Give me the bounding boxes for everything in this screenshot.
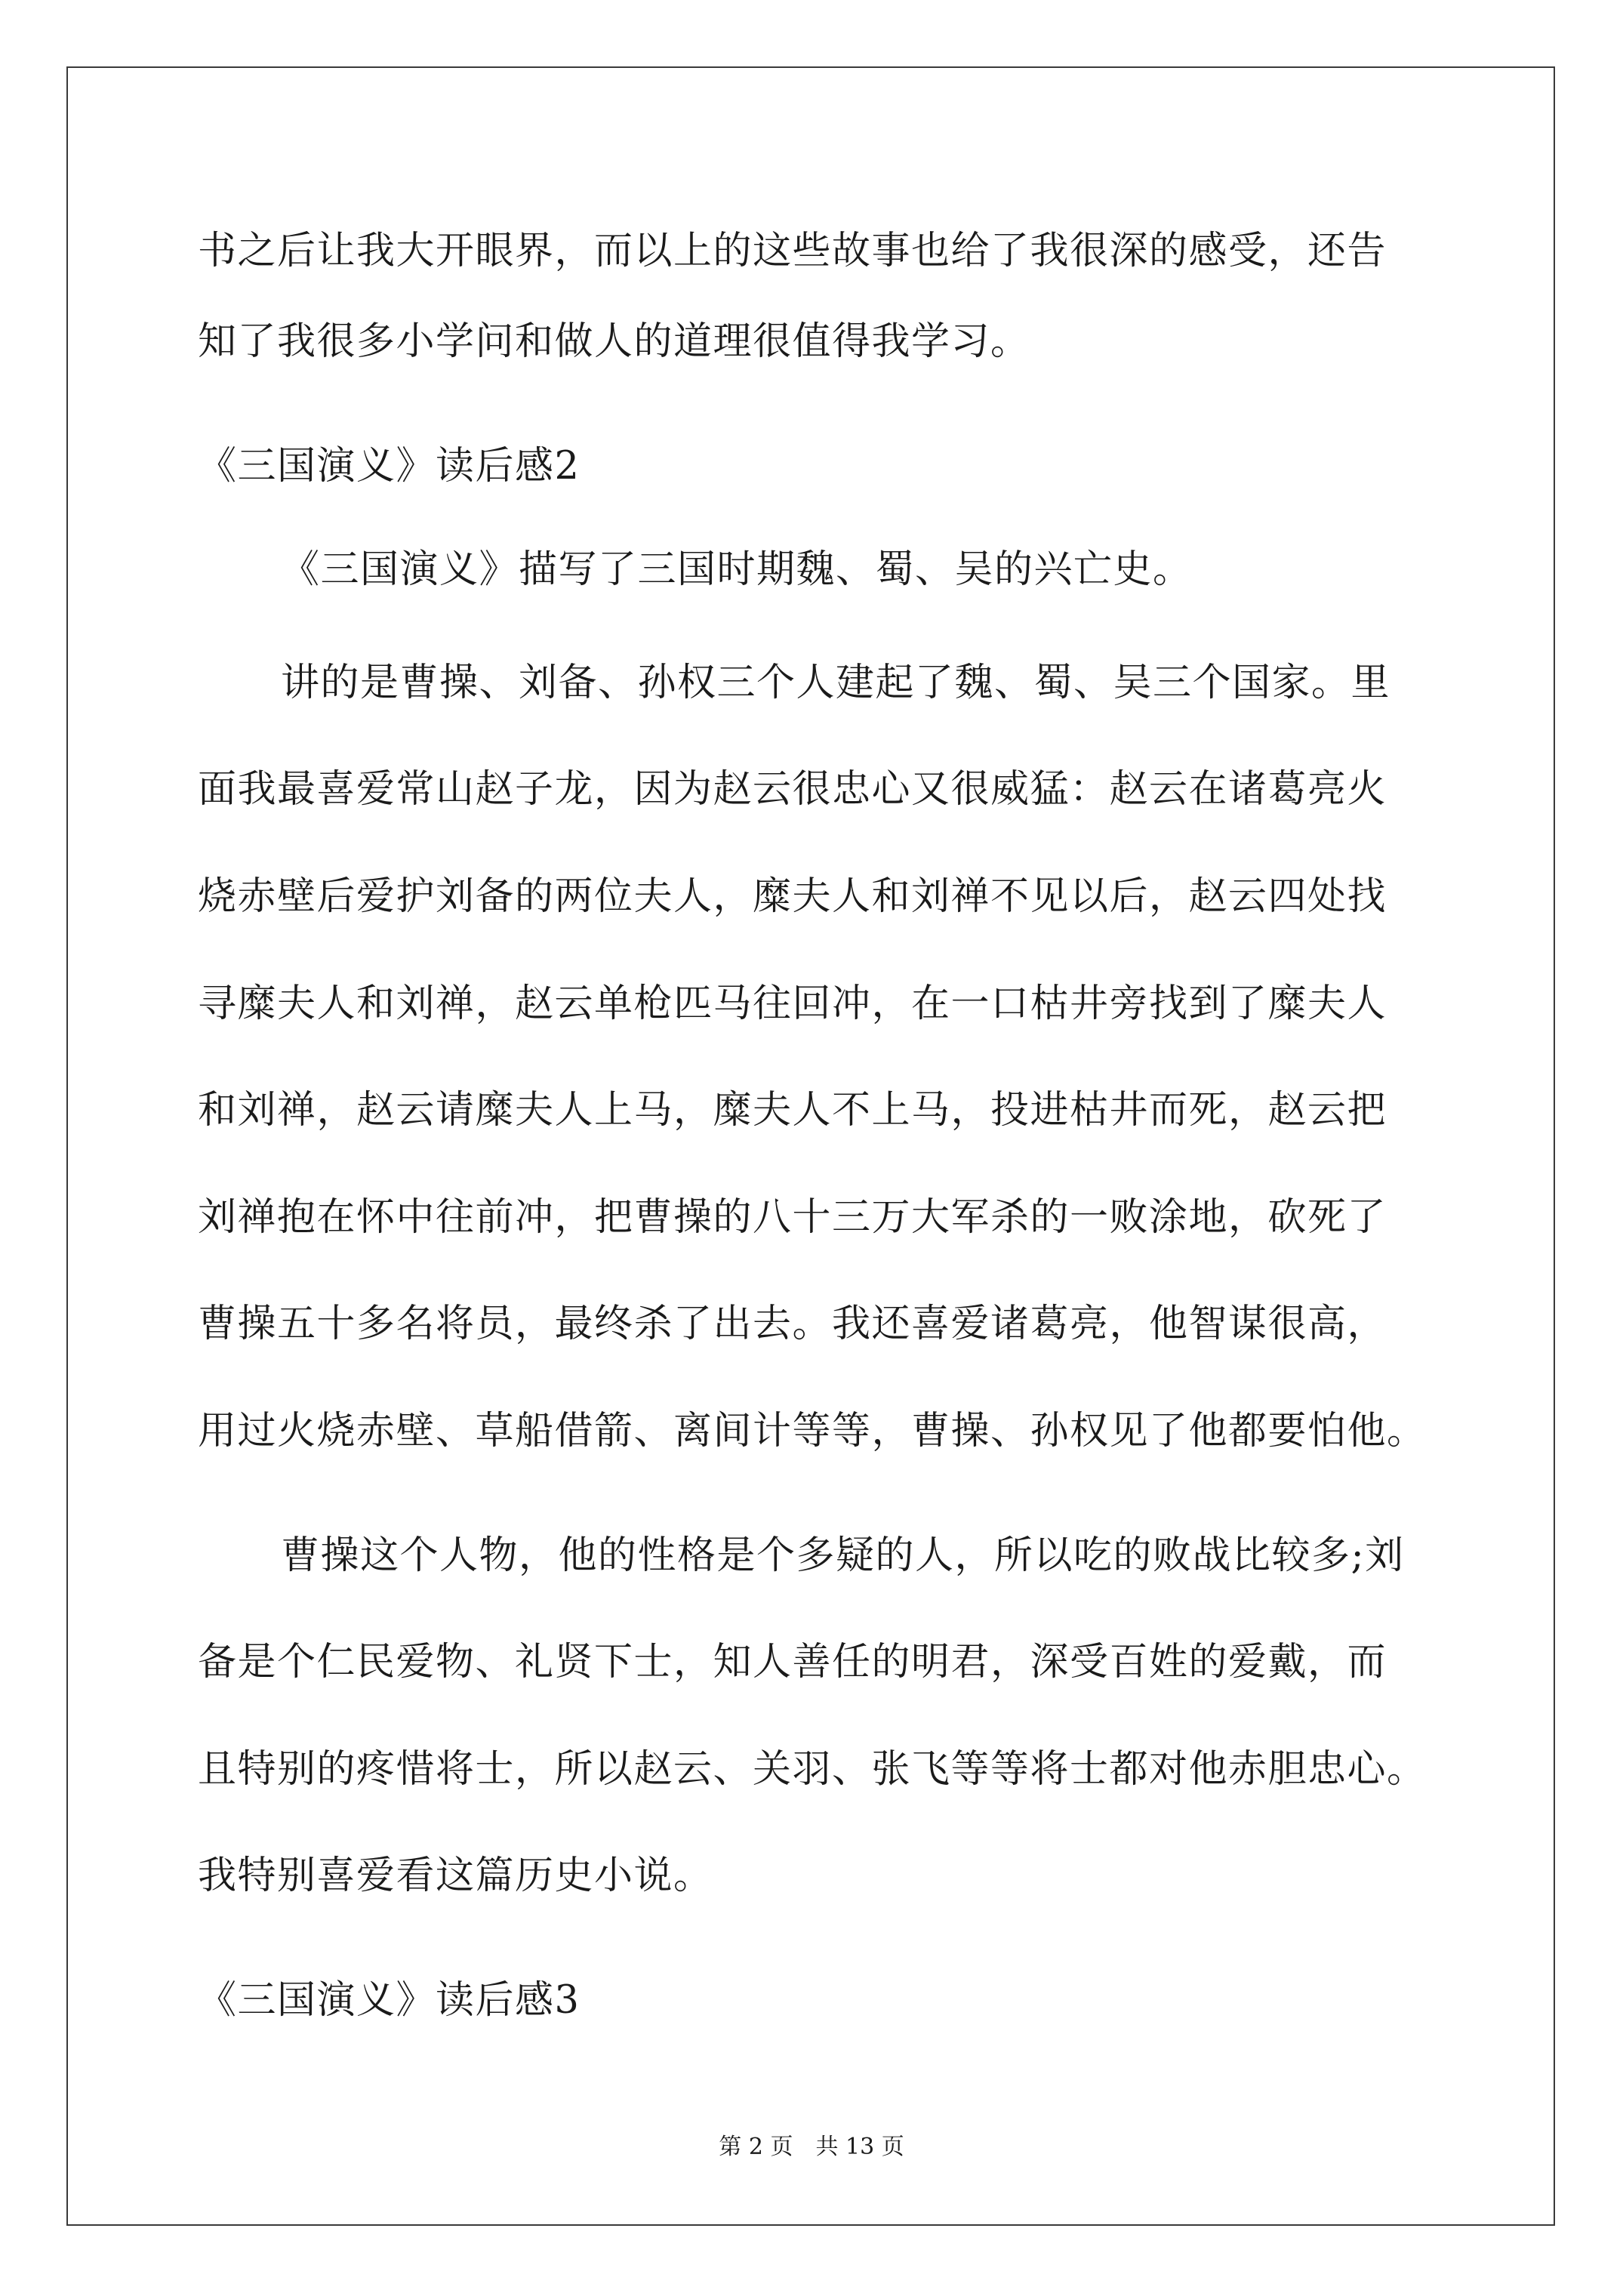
page-number-footer: 第 2 页 共 13 页 bbox=[719, 2134, 904, 2160]
body-line: 备是个仁民爱物、礼贤下士，知人善任的明君，深受百姓的爱戴，而 bbox=[198, 1640, 1387, 1684]
body-line: 刘禅抱在怀中往前冲，把曹操的八十三万大军杀的一败涂地，砍死了 bbox=[198, 1195, 1387, 1240]
body-line: 寻糜夫人和刘禅，赵云单枪匹马往回冲，在一口枯井旁找到了糜夫人 bbox=[198, 982, 1387, 1026]
body-line: 烧赤壁后爱护刘备的两位夫人，糜夫人和刘禅不见以后，赵云四处找 bbox=[198, 874, 1387, 919]
page-border bbox=[66, 66, 1555, 2226]
body-line: 书之后让我大开眼界，而以上的这些故事也给了我很深的感受，还告 bbox=[198, 229, 1387, 273]
body-line: 且特别的疼惜将士，所以赵云、关羽、张飞等等将士都对他赤胆忠心。 bbox=[198, 1747, 1427, 1792]
body-line: 我特别喜爱看这篇历史小说。 bbox=[198, 1854, 713, 1898]
body-line: 曹操五十多名将员，最终杀了出去。我还喜爱诸葛亮，他智谋很高， bbox=[198, 1302, 1387, 1346]
section-heading: 《三国演义》读后感3 bbox=[198, 1978, 581, 2023]
section-heading: 《三国演义》读后感2 bbox=[198, 444, 581, 488]
body-line: 用过火烧赤壁、草船借箭、离间计等等，曹操、孙权见了他都要怕他。 bbox=[198, 1409, 1427, 1453]
body-line: 面我最喜爱常山赵子龙，因为赵云很忠心又很威猛：赵云在诸葛亮火 bbox=[198, 767, 1387, 812]
paragraph-first-line: 《三国演义》描写了三国时期魏、蜀、吴的兴亡史。 bbox=[281, 547, 1193, 592]
paragraph-first-line: 讲的是曹操、刘备、孙权三个人建起了魏、蜀、吴三个国家。里 bbox=[281, 661, 1391, 705]
paragraph-first-line: 曹操这个人物，他的性格是个多疑的人，所以吃的败战比较多;刘 bbox=[281, 1533, 1405, 1578]
body-line: 和刘禅，赵云请糜夫人上马，糜夫人不上马，投进枯井而死，赵云把 bbox=[198, 1088, 1387, 1133]
body-line: 知了我很多小学问和做人的道理很值得我学习。 bbox=[198, 319, 1030, 364]
